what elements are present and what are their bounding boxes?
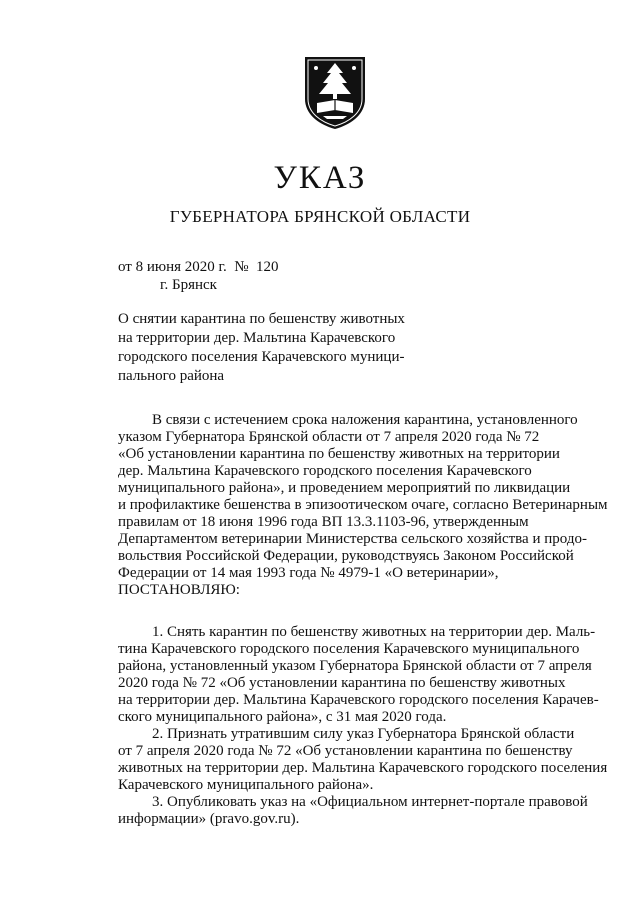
document-title: УКАЗ [273,160,367,196]
point-3-line: информации» (pravo.gov.ru). [118,811,300,827]
point-1-line: 1. Снять карантин по бешенству животных на территории дер. Маль- [152,624,596,640]
preamble-line: муниципального района», и проведением мероприятий по ликвидации [118,480,571,496]
document-city: г. Брянск [160,277,217,293]
decree-word: ПОСТАНОВЛЯЮ: [118,582,240,598]
preamble-line: «Об установлении карантина по бешенству животных на территории [118,446,560,462]
point-3-line: 3. Опубликовать указ на «Официальном интернет-портале правовой [152,794,588,810]
point-1-line: ского муниципального района», с 31 мая 2020 года. [118,709,447,725]
preamble-line: дер. Мальтина Карачевского городского поселения Карачевского [118,463,532,479]
point-2-line: животных на территории дер. Мальтина Карачевского городского поселения [118,760,608,776]
document-preamble [118,412,608,599]
point-1-line: тина Карачевского городского поселения Карачевского муниципального [118,641,580,657]
point-1-line: на территории дер. Мальтина Карачевского городского поселения Карачев- [118,692,599,708]
point-1-line: района, установленный указом Губернатора Брянской области от 7 апреля [118,658,592,674]
heading-line: городского поселения Карачевского муници- [118,349,405,365]
heading-line: О снятии карантина по бешенству животных [118,311,405,327]
preamble-line: Федерации от 14 мая 1993 года № 4979-1 «О ветеринарии», [118,565,499,581]
document-date-number: от 8 июня 2020 г. № 120 [118,259,279,275]
document-issuer: ГУБЕРНАТОРА БРЯНСКОЙ ОБЛАСТИ [169,207,471,226]
document-heading [118,310,438,386]
preamble-line: правилам от 18 июня 1996 года ВП 13.3.1103-96, утвержденным [118,514,529,530]
point-2-line: Карачевского муниципального района». [118,777,374,793]
point-2-line: 2. Признать утратившим силу указ Губернатора Брянской области [152,726,575,742]
coat-of-arms-icon [303,55,367,131]
point-1-line: 2020 года № 72 «Об установлении карантина по бешенству животных [118,675,566,691]
heading-line: на территории дер. Мальтина Карачевского [118,330,396,346]
preamble-line: указом Губернатора Брянской области от 7 апреля 2020 года № 72 [118,429,540,445]
heading-line: пального района [118,368,225,384]
point-2-line: от 7 апреля 2020 года № 72 «Об установлении карантина по бешенству [118,743,573,759]
preamble-line: и профилактике бешенства в эпизоотическом очаге, согласно Ветеринарным [118,497,608,513]
preamble-line: В связи с истечением срока наложения карантина, установленного [152,412,578,428]
document-points [118,624,608,828]
preamble-line: Департаментом ветеринарии Министерства сельского хозяйства и продо- [118,531,587,547]
preamble-line: вольствия Российской Федерации, руководствуясь Законом Российской [118,548,574,564]
